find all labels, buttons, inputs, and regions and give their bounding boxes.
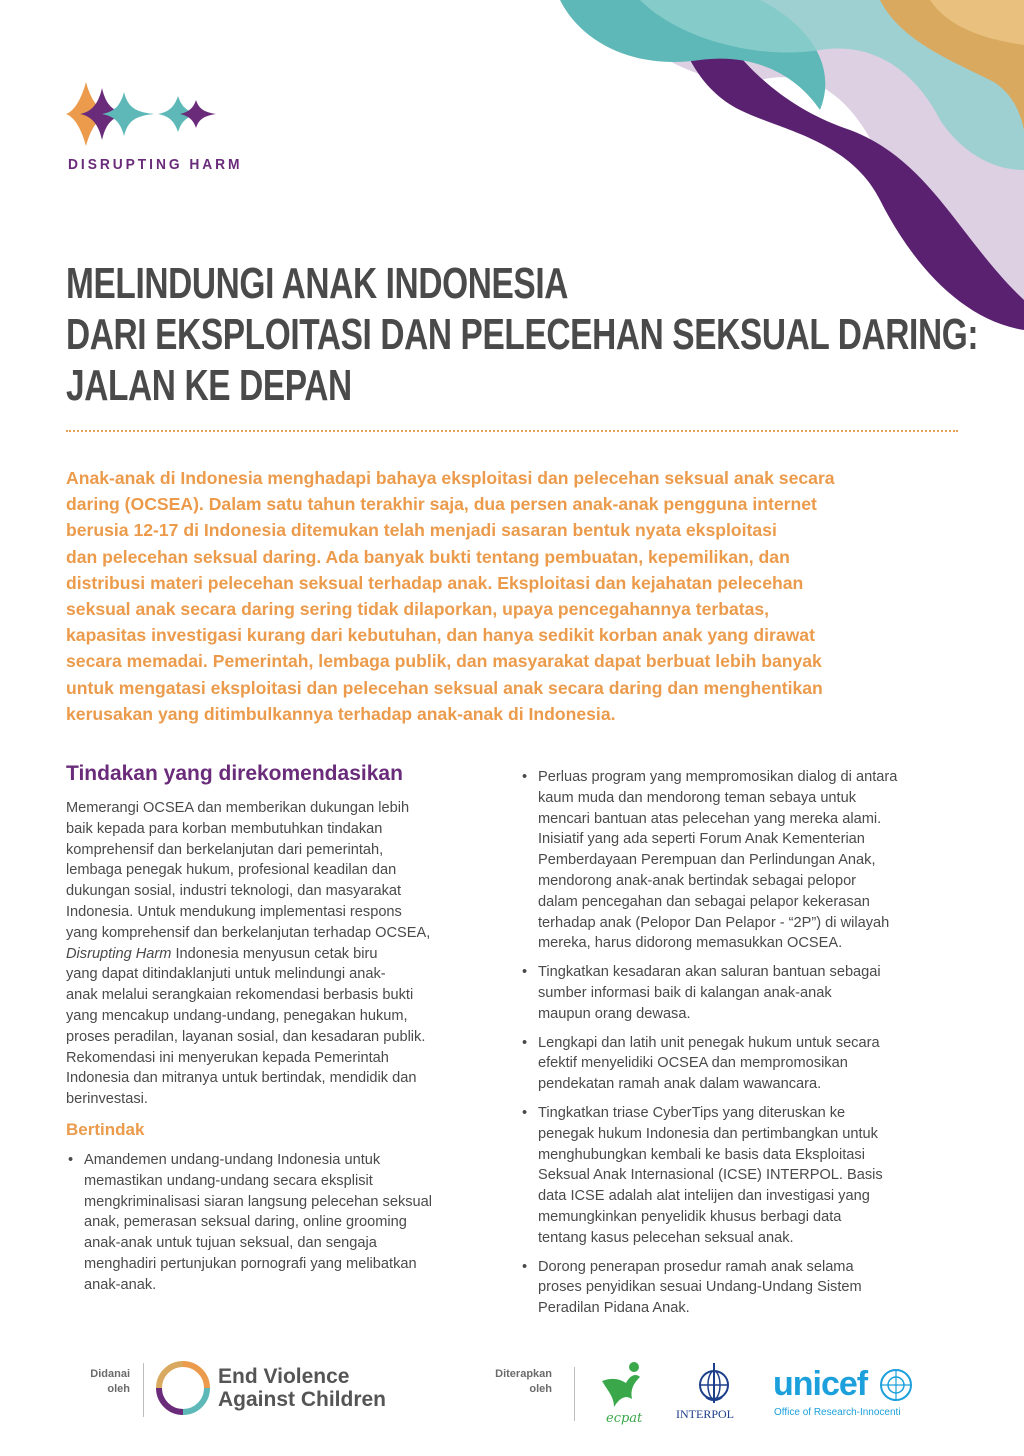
right-column	[520, 767, 960, 1327]
text-line: dukungan sosial, industri teknologi, dan masyarakat	[66, 883, 402, 900]
end-violence-ring-icon	[155, 1360, 211, 1416]
dotted-divider	[66, 430, 958, 432]
label-line: Diterapkan	[495, 1368, 552, 1380]
label-line: Didanai	[90, 1368, 130, 1380]
logo-line: End Violence	[218, 1365, 350, 1388]
text-line: Rekomendasi ini menyerukan kepada Pemerintah	[66, 1049, 389, 1066]
text-line: yang komprehensif dan berkelanjutan terhadap OCSEA,	[66, 924, 431, 941]
label-line: oleh	[107, 1383, 130, 1395]
text-line: penegak hukum Indonesia dan pertimbangkan untuk	[538, 1125, 878, 1142]
text-line: Indonesia. Untuk mendukung implementasi respons	[66, 903, 402, 920]
text-line: pendekatan ramah anak dalam wawancara.	[538, 1076, 822, 1093]
text-line: Indonesia dan mitranya untuk bertindak, mendidik dan	[66, 1070, 417, 1087]
intro-line: seksual anak secara daring sering tidak dilaporkan, upaya pencegahannya terbatas,	[66, 599, 770, 620]
subheading-bertindak: Bertindak	[66, 1119, 145, 1139]
text-line: menghubungkan kembali ke basis data Eksploitasi	[538, 1146, 865, 1163]
text-line: sumber informasi baik di kalangan anak-anak	[538, 984, 832, 1001]
text-line: Peradilan Pidana Anak.	[538, 1300, 690, 1317]
text-line: Inisiatif yang ada seperti Forum Anak Kementerian	[538, 831, 865, 848]
list-item	[520, 1103, 960, 1249]
ecpat-figure-icon	[596, 1359, 648, 1411]
footer-divider	[574, 1367, 575, 1421]
ecpat-logo-text: ecpat	[606, 1411, 643, 1426]
list-item	[520, 1033, 960, 1095]
text-line: anak, pemerasan seksual daring, online grooming	[84, 1214, 407, 1231]
text-line: proses peradilan, layanan sosial, dan kesadaran publik.	[66, 1028, 426, 1045]
end-violence-logo-text	[218, 1365, 386, 1411]
text-line: anak-anak untuk tujuan seksual, dan sengaja	[84, 1235, 377, 1252]
unicef-subtitle: Office of Research-Innocenti	[774, 1407, 901, 1418]
interpol-globe-icon	[692, 1361, 736, 1405]
brand-name: DISRUPTING HARM	[68, 156, 243, 173]
text-line: Memerangi OCSEA dan memberikan dukungan lebih	[66, 800, 410, 816]
intro-line: berusia 12-17 di Indonesia ditemukan telah menjadi sasaran bentuk nyata eksploitasi	[66, 520, 777, 541]
text-line: baik kepada para korban membutuhkan tindakan	[66, 820, 383, 837]
list-item	[520, 767, 960, 954]
list-item	[66, 1150, 496, 1296]
intro-line: distribusi materi pelecehan seksual terhadap anak. Eksploitasi dan kejahatan pelecehan	[66, 572, 804, 593]
intro-line: daring (OCSEA). Dalam satu tahun terakhir saja, dua persen anak-anak pengguna internet	[66, 494, 817, 515]
intro-line: Anak-anak di Indonesia menghadapi bahaya eksploitasi dan pelecehan seksual anak secara	[66, 468, 835, 488]
footer-logos	[0, 1355, 1024, 1435]
text-line: memastikan undang-undang secara eksplisit	[84, 1172, 373, 1189]
text-line: • Amandemen undang-undang Indonesia untuk	[84, 1151, 381, 1168]
text-line: tentang kasus pelecehan seksual anak.	[538, 1229, 794, 1246]
text-line: • Lengkapi dan latih unit penegak hukum untuk secara	[538, 1034, 880, 1051]
text-line	[66, 944, 496, 965]
intro-line: kapasitas investigasi kurang dari kebutuhan, dan hanya sedikit korban anak yang dirawat	[66, 625, 815, 646]
text-line: • Tingkatkan kesadaran akan saluran bantuan sebagai	[538, 964, 881, 981]
text-line: mengkriminalisasi siaran langsung pelecehan seksual	[84, 1193, 433, 1210]
funded-by-label	[70, 1367, 130, 1397]
bullet-list	[520, 767, 960, 1319]
text-line: kaum muda dan mendorong teman sebaya untuk	[538, 789, 857, 806]
recommendations-paragraph	[66, 798, 496, 1110]
text-line: mendorong anak-anak bertindak sebagai pelopor	[538, 872, 857, 889]
text-line: anak-anak.	[84, 1276, 157, 1293]
text-line: • Tingkatkan triase CyberTips yang diteruskan ke	[538, 1104, 846, 1121]
text-line: dalam pencegahan dan sebagai pelapor kekerasan	[538, 893, 870, 910]
text-line: efektif menyelidiki OCSEA dan mempromosikan	[538, 1055, 848, 1072]
bullet-list	[66, 1150, 496, 1296]
intro-line: untuk mengatasi eksploitasi dan pelecehan seksual anak secara daring dan menghentikan	[66, 677, 823, 698]
text-fragment: Indonesia menyusun cetak biru	[171, 945, 378, 962]
unicef-globe-icon	[878, 1367, 914, 1403]
intro-paragraph	[66, 465, 958, 727]
text-line: berinvestasi.	[66, 1091, 148, 1108]
text-line: proses penyidikan sesuai Undang-Undang Sistem	[538, 1279, 862, 1296]
title-line: MELINDUNGI ANAK INDONESIA	[66, 259, 569, 308]
title-line: DARI EKSPLOITASI DAN PELECEHAN SEKSUAL DARING:	[66, 310, 979, 359]
text-line: • Dorong penerapan prosedur ramah anak selama	[538, 1258, 854, 1275]
text-line: • Perluas program yang mempromosikan dialog di antara	[538, 769, 898, 785]
text-line: lembaga penegak hukum, profesional keadilan dan	[66, 862, 397, 879]
page-title	[66, 258, 979, 411]
intro-line: kerusakan yang ditimbulkannya terhadap anak-anak di Indonesia.	[66, 703, 616, 724]
intro-line: dan pelecehan seksual daring. Ada banyak bukti tentang pembuatan, kepemilikan, dan	[66, 546, 790, 567]
section-heading: Tindakan yang direkomendasikan	[66, 762, 403, 785]
text-line: memungkinkan penyelidik khusus berbagi data	[538, 1208, 842, 1225]
text-line: data ICSE adalah alat intelijen dan investigasi yang	[538, 1188, 870, 1205]
intro-line: secara memadai. Pemerintah, lembaga publik, dan masyarakat dapat berbuat lebih banyak	[66, 651, 822, 672]
list-item	[520, 962, 960, 1024]
footer-divider	[143, 1363, 144, 1417]
text-line: komprehensif dan berkelanjutan dari pemerintah,	[66, 841, 384, 858]
interpol-logo-text: INTERPOL	[676, 1407, 734, 1421]
logo-line: Against Children	[218, 1388, 387, 1411]
text-line: yang mencakup undang-undang, penegakan hukum,	[66, 1007, 408, 1024]
text-line: Seksual Anak Internasional (ICSE) INTERPOL. Basis	[538, 1167, 883, 1184]
text-line: mereka, harus didorong memasukkan OCSEA.	[538, 935, 843, 952]
text-line: maupun orang dewasa.	[538, 1005, 691, 1022]
text-line: yang dapat ditindaklanjuti untuk melindungi anak-	[66, 966, 386, 983]
text-line: anak melalui serangkaian rekomendasi berbasis bukti	[66, 987, 414, 1004]
text-line: terhadap anak (Pelopor Dan Pelapor - “2P”) di wilayah	[538, 914, 890, 931]
text-line: Pemberdayaan Perempuan dan Perlindungan Anak,	[538, 852, 876, 869]
left-column	[66, 760, 496, 1304]
label-line: oleh	[529, 1383, 552, 1395]
italic-project-name: Disrupting Harm	[66, 945, 172, 962]
title-line: JALAN KE DEPAN	[66, 361, 352, 410]
text-line: mencari bantuan atas pelecehan yang mereka alami.	[538, 810, 882, 827]
unicef-logo-text: unicef	[773, 1365, 868, 1403]
disrupting-harm-sparkles-icon	[66, 78, 226, 150]
implemented-by-label	[470, 1367, 552, 1397]
text-line: menghadiri pertunjukan pornografi yang melibatkan	[84, 1255, 417, 1272]
list-item	[520, 1257, 960, 1319]
